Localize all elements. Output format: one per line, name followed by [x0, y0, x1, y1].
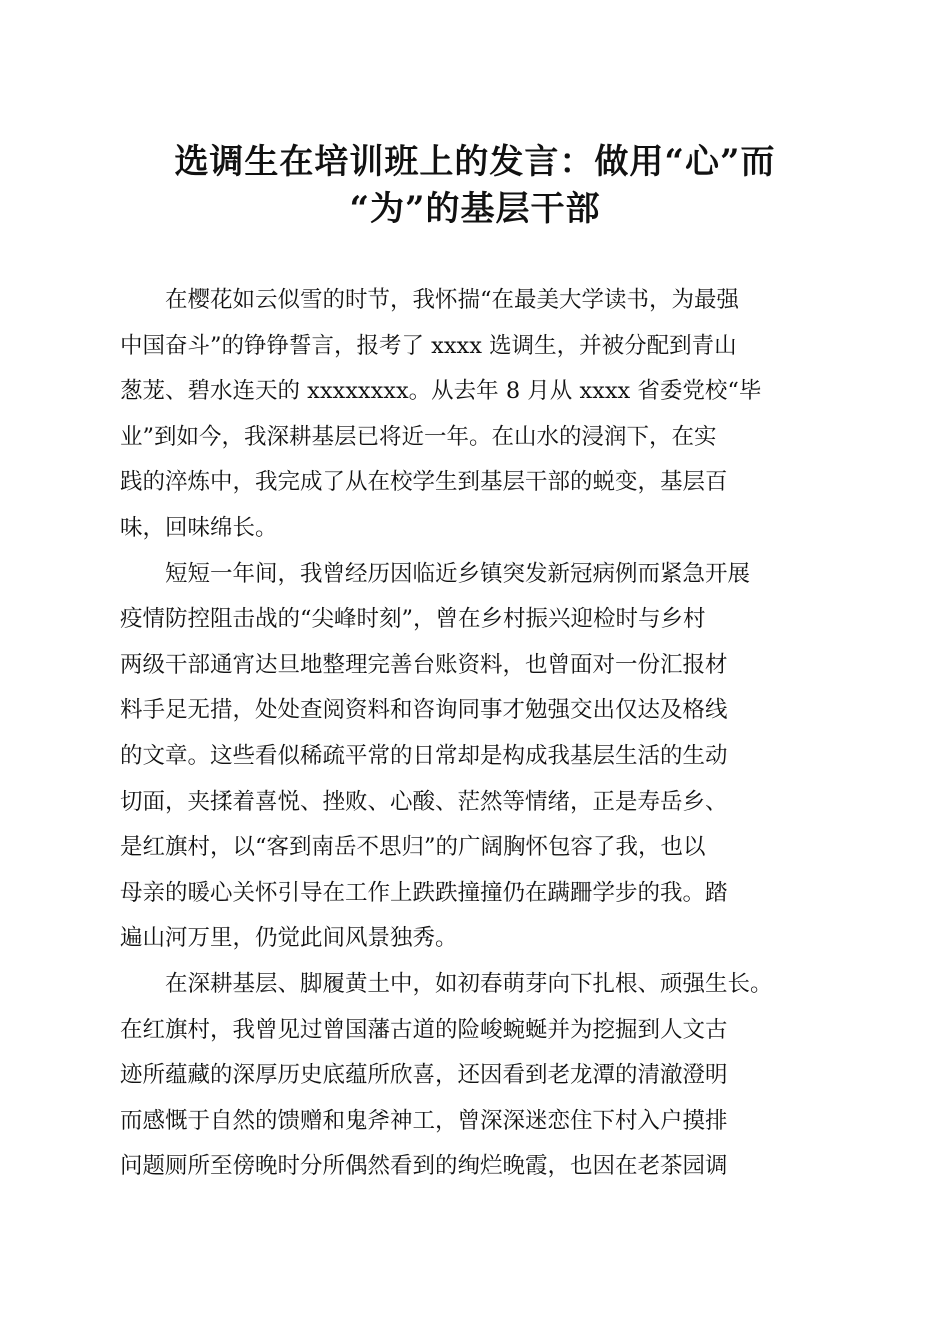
paragraph-line: 味，回味绵长。 — [120, 514, 278, 541]
paragraph-line: 遍山河万里，仍觉此间风景独秀。 — [120, 925, 458, 952]
document-title-line-2: “为”的基层干部 — [349, 189, 601, 229]
paragraph-3 — [120, 962, 832, 1190]
document-body — [120, 278, 832, 1190]
paragraph-line: 的文章。这些看似稀疏平常的日常却是构成我基层生活的生动 — [120, 742, 728, 769]
paragraph-line: 料手足无措，处处查阅资料和咨询同事才勉强交出仅达及格线 — [120, 697, 728, 724]
paragraph-line: 在红旗村，我曾见过曾国藩古道的险峻蜿蜒并为挖掘到人文古 — [120, 1016, 728, 1043]
document-title-line-1: 选调生在培训班上的发言：做用“心”而 — [174, 142, 776, 182]
paragraph-2 — [120, 552, 832, 962]
paragraph-line: 母亲的暖心关怀引导在工作上跌跌撞撞仍在蹒跚学步的我。踏 — [120, 879, 728, 906]
paragraph-line: 在樱花如云似雪的时节，我怀揣“在最美大学读书，为最强 — [165, 287, 740, 313]
paragraph-line: 迹所蕴藏的深厚历史底蕴所欣喜，还因看到老龙潭的清澈澄明 — [120, 1062, 728, 1089]
paragraph-1 — [120, 278, 832, 552]
paragraph-line: 问题厕所至傍晚时分所偶然看到的绚烂晚霞，也因在老茶园调 — [120, 1153, 728, 1180]
paragraph-line: 在深耕基层、脚履黄土中，如初春萌芽向下扎根、顽强生长。 — [165, 970, 773, 997]
paragraph-line: 业”到如今，我深耕基层已将近一年。在山水的浸润下，在实 — [120, 423, 717, 450]
paragraph-line: 中国奋斗”的铮铮誓言，报考了 xxxx 选调生，并被分配到青山 — [120, 332, 737, 359]
paragraph-line: 葱茏、碧水连天的 xxxxxxxx。从去年 8 月从 xxxx 省委党校“毕 — [120, 378, 762, 405]
paragraph-line: 而感慨于自然的馈赠和鬼斧神工，曾深深迷恋住下村入户摸排 — [120, 1107, 728, 1134]
paragraph-line: 践的淬炼中，我完成了从在校学生到基层干部的蜕变，基层百 — [120, 469, 728, 496]
paragraph-line: 切面，夹揉着喜悦、挫败、心酸、茫然等情绪，正是寿岳乡、 — [120, 788, 728, 815]
paragraph-line: 两级干部通宵达旦地整理完善台账资料，也曾面对一份汇报材 — [120, 651, 728, 678]
paragraph-line: 疫情防控阻击战的“尖峰时刻”，曾在乡村振兴迎检时与乡村 — [120, 606, 706, 633]
paragraph-line: 是红旗村，以“客到南岳不思归”的广阔胸怀包容了我，也以 — [120, 834, 706, 861]
paragraph-line: 短短一年间，我曾经历因临近乡镇突发新冠病例而紧急开展 — [165, 560, 751, 587]
